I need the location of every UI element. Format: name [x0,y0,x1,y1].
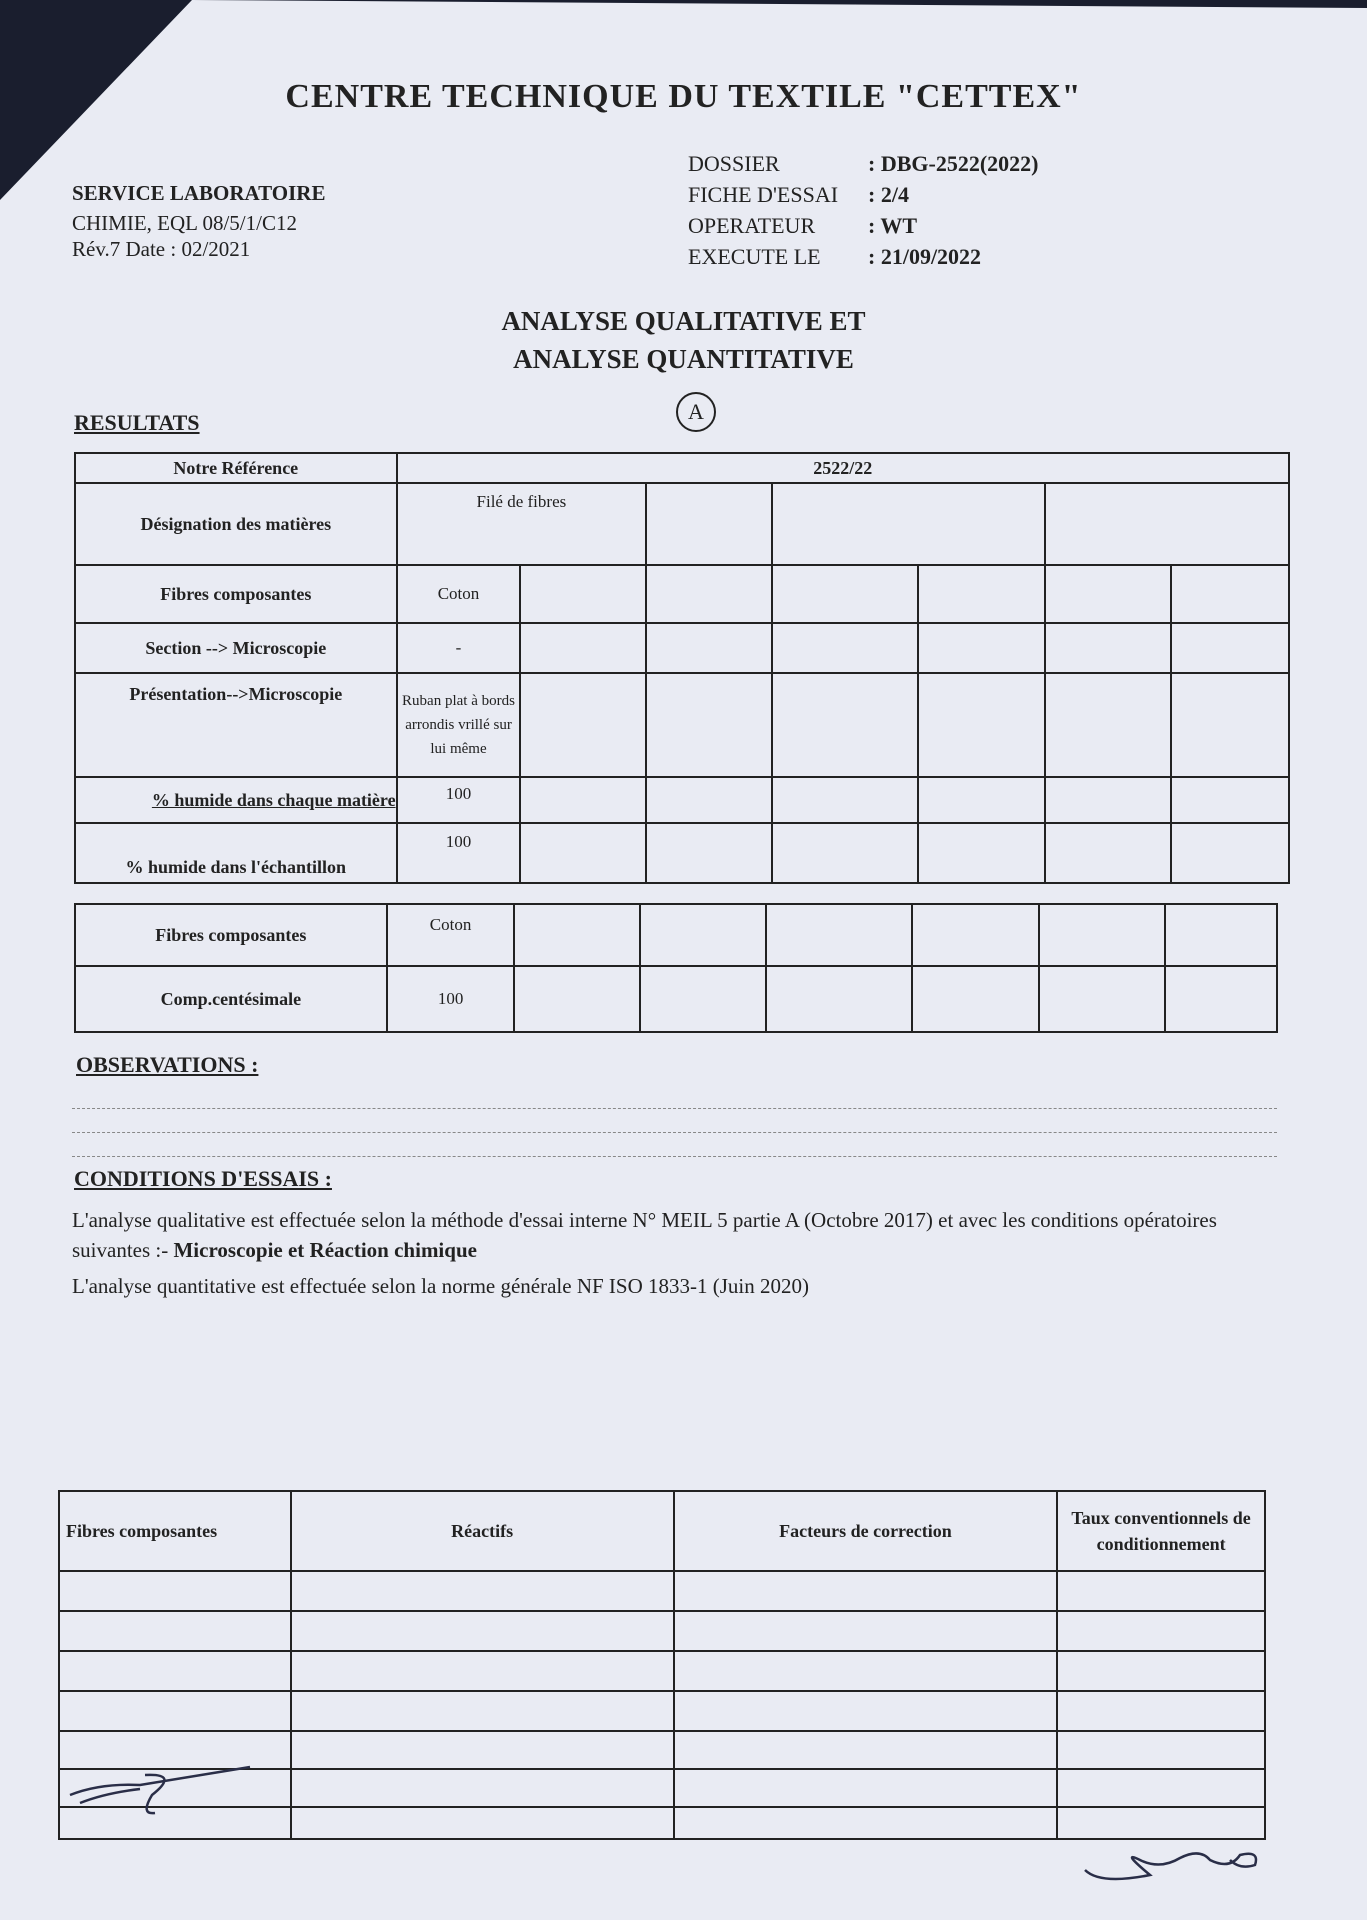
conditions-heading: CONDITIONS D'ESSAIS : [74,1166,332,1191]
document-title: CENTRE TECHNIQUE DU TEXTILE "CETTEX" [285,78,1082,115]
field-fiche: FICHE D'ESSAI : 2/4 [688,182,909,207]
results-table [74,452,1290,884]
fibres-label: Fibres composantes [75,565,397,623]
handwritten-signature [60,1755,260,1815]
header-fibres: Fibres composantes [59,1491,291,1571]
table-row [59,1691,1265,1731]
humide-matiere-label: % humide dans chaque matière [75,777,397,823]
composition-table [74,903,1278,1033]
fibres-value: Coton [397,565,521,623]
results-heading: RESULTATS [74,410,200,435]
table-row [59,1571,1265,1611]
dotted-line [72,1132,1277,1133]
ref-label: Notre Référence [75,453,397,483]
designation-label: Désignation des matières [75,483,397,565]
analysis-subtitle: ANALYSE QUALITATIVE ET ANALYSE QUANTITATIVE [501,306,866,374]
section-label: Section --> Microscopie [75,623,397,673]
field-operateur: OPERATEUR : WT [688,213,918,238]
table-row [75,823,1289,883]
header-reactifs: Réactifs [291,1491,674,1571]
comp-centesimale-value: 100 [387,966,515,1032]
conditions-text [72,1205,1292,1301]
presentation-value: Ruban plat à bords arrondis vrillé sur lui même [397,673,521,777]
humide-matiere-value: 100 [397,777,521,823]
presentation-label: Présentation-->Microscopie [75,673,397,777]
ref-value: 2522/22 [397,453,1289,483]
circled-a-stamp: A [676,392,716,432]
table-row [75,904,1277,966]
comp-fibres-value: Coton [387,904,515,966]
table-row [59,1651,1265,1691]
table-row [75,453,1289,483]
dotted-line [72,1108,1277,1109]
header-taux: Taux conventionnels de conditionnement [1057,1491,1265,1571]
reference-code: CHIMIE, EQL 08/5/1/C12 [72,211,297,235]
dotted-line [72,1156,1277,1157]
revision-date: Rév.7 Date : 02/2021 [72,237,251,261]
humide-echantillon-label: % humide dans l'échantillon [75,823,397,883]
dossier-fields [688,148,1038,272]
comp-fibres-label: Fibres composantes [75,904,387,966]
designation-value: Filé de fibres [397,483,647,565]
section-value: - [397,623,521,673]
conditions-paragraph-1: L'analyse qualitative est effectuée selon la méthode d'essai interne N° MEIL 5 partie A (Octobre 2017) et avec les conditions opératoires suivantes :- Microscopie et Réaction chimique [72,1208,1217,1262]
conditions-paragraph-2: L'analyse quantitative est effectuée selon la norme générale NF ISO 1833-1 (Juin 2020) [72,1274,809,1298]
field-execute: EXECUTE LE : 21/09/2022 [688,244,982,269]
field-dossier: DOSSIER : DBG-2522(2022) [688,151,1039,176]
table-row [75,483,1289,565]
header-facteurs: Facteurs de correction [674,1491,1058,1571]
table-row [75,673,1289,777]
humide-echantillon-value: 100 [397,823,521,883]
table-row [59,1611,1265,1651]
comp-centesimale-label: Comp.centésimale [75,966,387,1032]
table-row [75,966,1277,1032]
table-row [75,565,1289,623]
table-row [75,777,1289,823]
observations-heading: OBSERVATIONS : [76,1052,259,1077]
handwritten-initials [1080,1830,1280,1890]
service-name: SERVICE LABORATOIRE [72,181,326,205]
table-row [59,1491,1265,1571]
lab-header [72,178,325,264]
table-row [75,623,1289,673]
